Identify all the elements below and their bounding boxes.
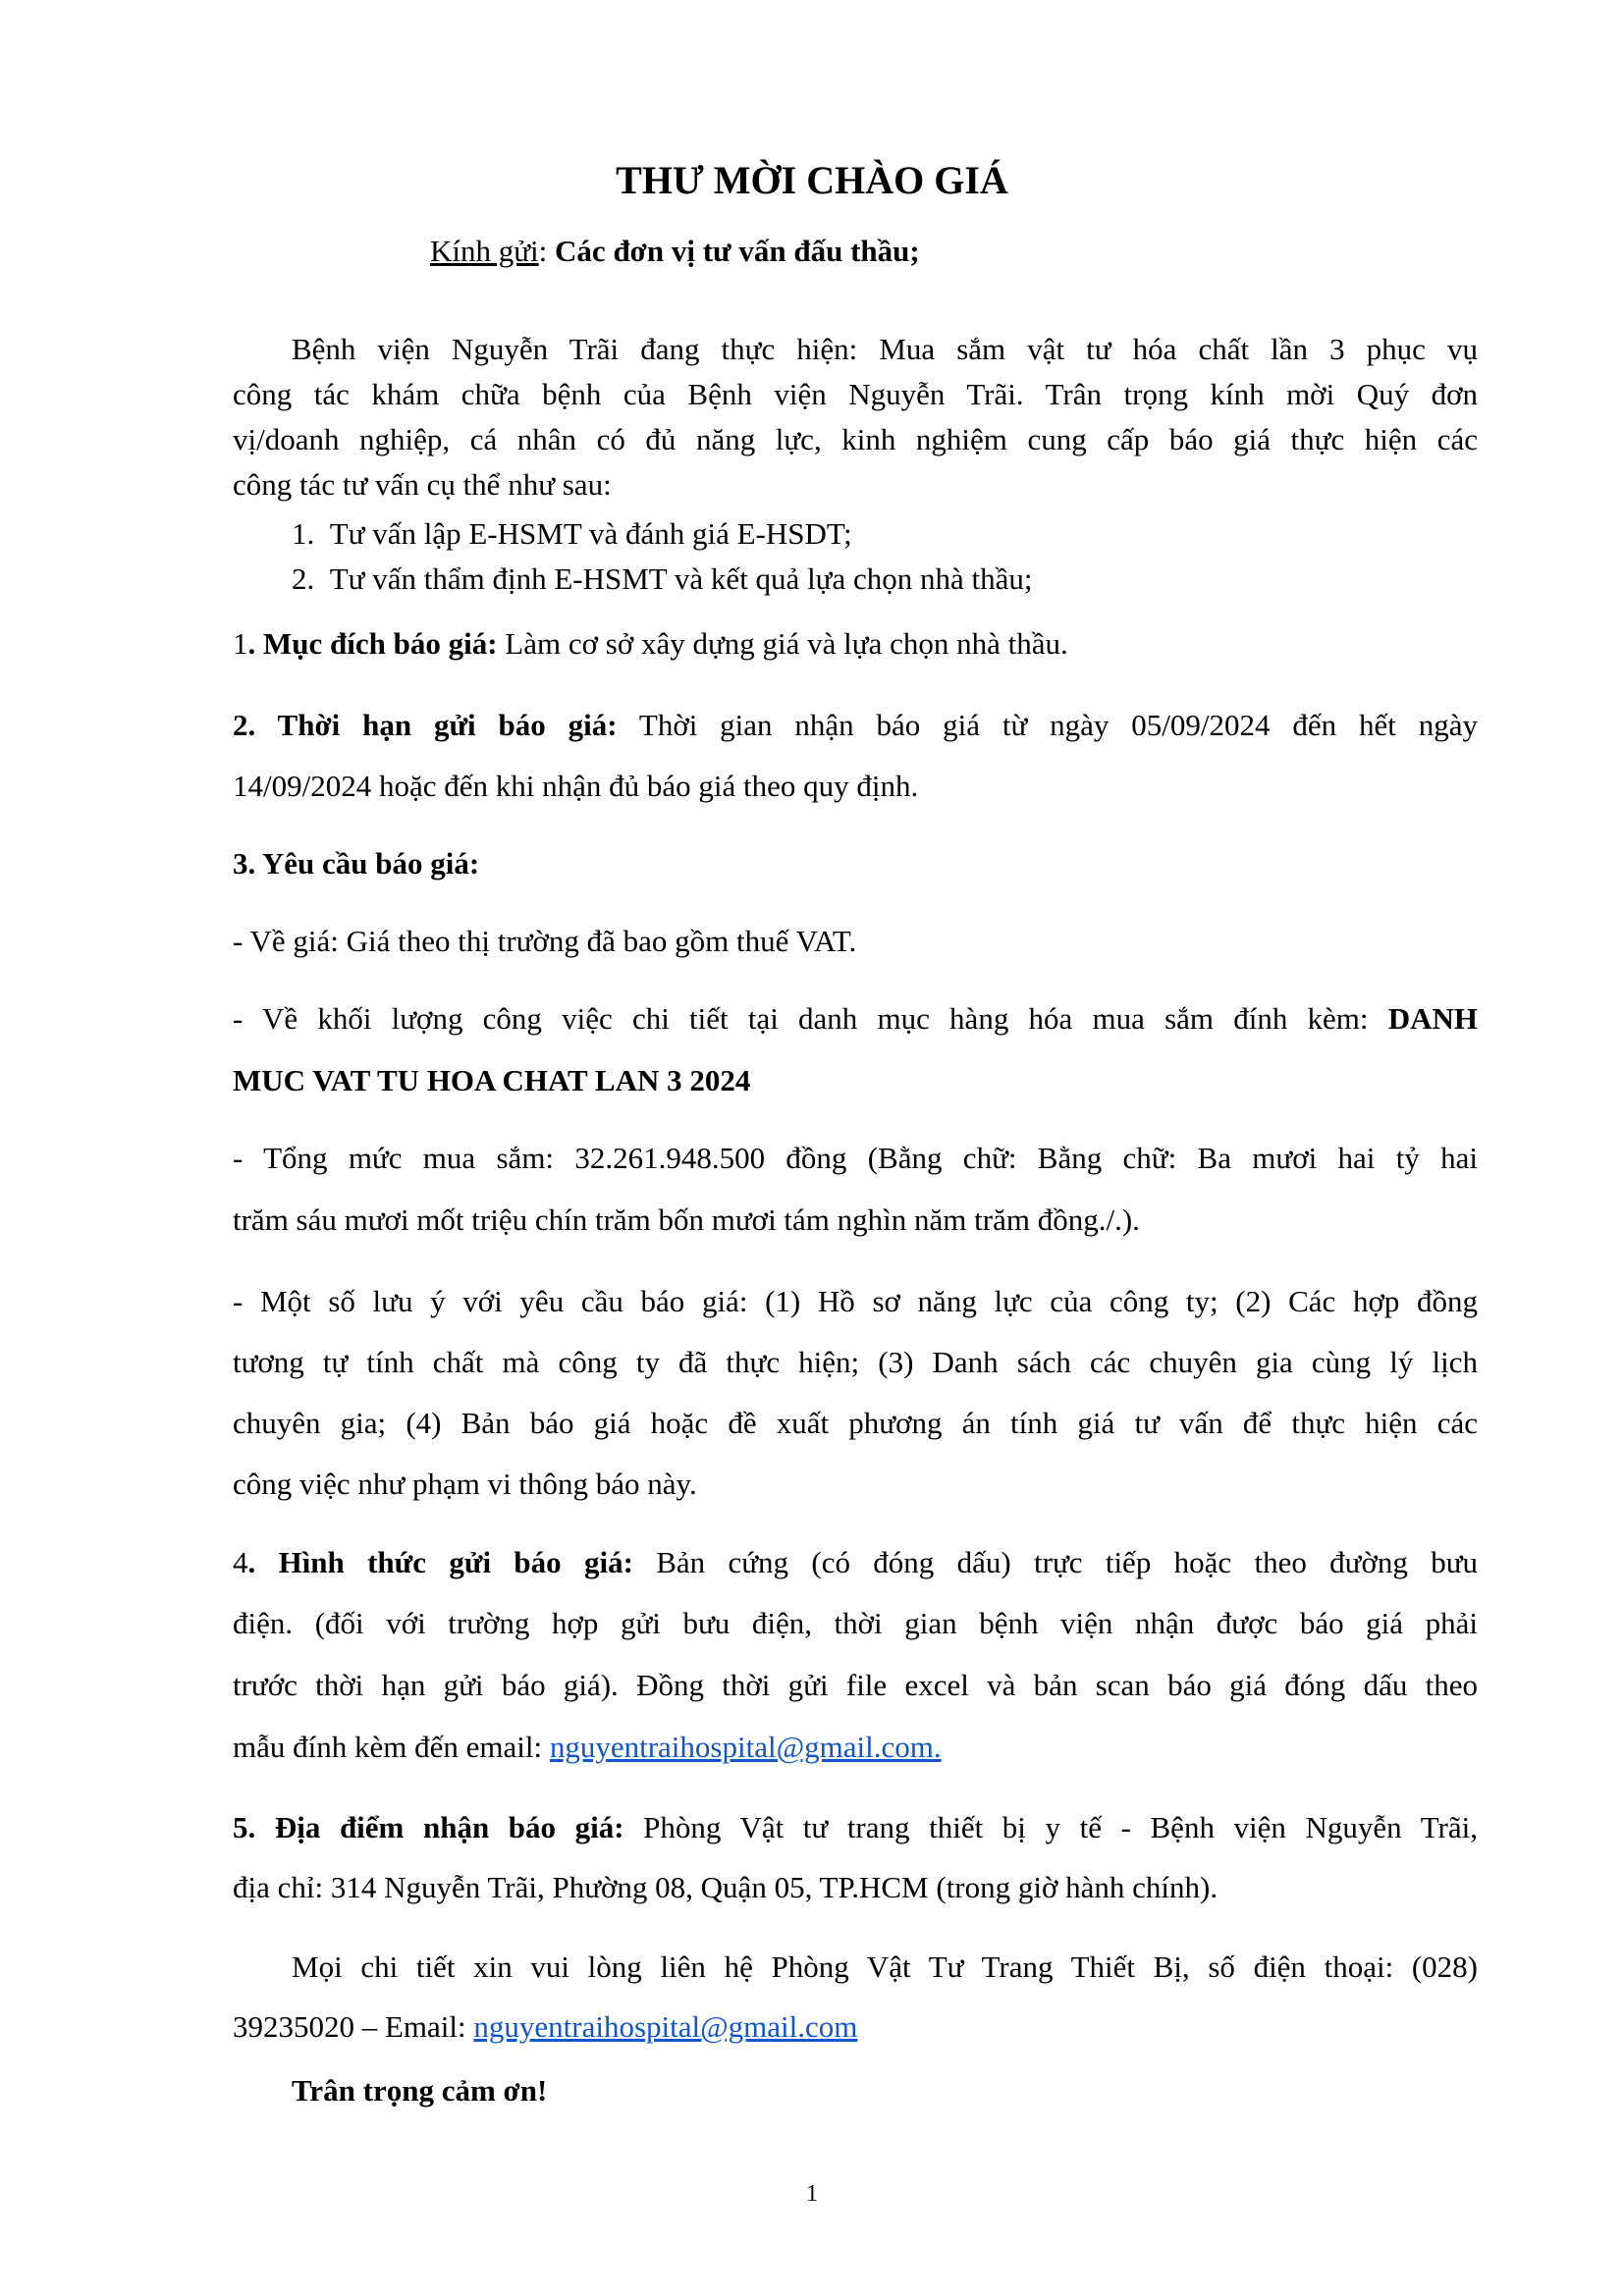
notes-line: - Một số lưu ý với yêu cầu báo giá: (1) Hồ sơ năng lực của công ty; (2) Các hợp đồng bbox=[233, 1284, 1478, 1318]
list-number: 1. bbox=[292, 516, 315, 551]
salutation-recipient: Các đơn vị tư vấn đấu thầu; bbox=[555, 234, 920, 268]
section-text: Phòng Vật tư trang thiết bị y tế - Bệnh viện Nguyễn Trãi, bbox=[623, 1810, 1478, 1844]
volume-text: - Về khối lượng công việc chi tiết tại danh mục hàng hóa mua sắm đính kèm: bbox=[233, 1001, 1388, 1036]
section-text: Thời gian nhận báo giá từ ngày 05/09/2024 đến hết ngày bbox=[617, 708, 1478, 742]
section-text: Làm cơ sở xây dựng giá và lựa chọn nhà thầu. bbox=[497, 626, 1068, 661]
intro-line: công tác tư vấn cụ thể như sau: bbox=[233, 467, 612, 502]
section-heading: . Hình thức gửi báo giá: bbox=[247, 1545, 633, 1579]
email-link[interactable]: nguyentraihospital@gmail.com bbox=[473, 2009, 858, 2044]
total-amount: - Tổng mức mua sắm: 32.261.948.500 đồng (Bằng chữ: Bằng chữ: Ba mươi hai tỷ hai bbox=[233, 1141, 1478, 1175]
contact-prefix: 39235020 – Email: bbox=[233, 2009, 474, 2044]
salutation bbox=[430, 232, 1624, 271]
contact-line: Mọi chi tiết xin vui lòng liên hệ Phòng Vật Tư Trang Thiết Bị, số điện thoại: (028) bbox=[292, 1949, 1478, 1984]
section-4-line bbox=[233, 1728, 1478, 1767]
total-amount-words: trăm sáu mươi mốt triệu chín trăm bốn mươi tám nghìn năm trăm đồng./.). bbox=[233, 1202, 1140, 1237]
salutation-label: Kính gửi bbox=[430, 234, 539, 268]
section-number: 4 bbox=[233, 1545, 248, 1579]
section-number: 1 bbox=[233, 626, 248, 661]
section-5-line bbox=[233, 1808, 1478, 1847]
section-text: Bản cứng (có đóng dấu) trực tiếp hoặc theo đường bưu bbox=[632, 1545, 1479, 1579]
list-number: 2. bbox=[292, 561, 315, 596]
email-link[interactable]: nguyentraihospital@gmail.com. bbox=[549, 1730, 942, 1764]
section-2-line: 14/09/2024 hoặc đến khi nhận đủ báo giá theo quy định. bbox=[233, 769, 919, 803]
section-5-line: địa chỉ: 314 Nguyễn Trãi, Phường 08, Quận 05, TP.HCM (trong giờ hành chính). bbox=[233, 1870, 1218, 1904]
list-text: Tư vấn lập E-HSMT và đánh giá E-HSDT; bbox=[329, 516, 852, 551]
volume-requirement bbox=[233, 999, 1478, 1039]
notes-line: tương tự tính chất mà công ty đã thực hiện; (3) Danh sách các chuyên gia cùng lý lịch bbox=[233, 1345, 1478, 1379]
section-heading: 3. Yêu cầu báo giá: bbox=[233, 846, 480, 881]
document-title: THƯ MỜI CHÀO GIÁ bbox=[616, 158, 1008, 202]
page-number: 1 bbox=[806, 2181, 818, 2207]
contact-line bbox=[233, 2007, 1478, 2047]
section-4-line: điện. (đối với trường hợp gửi bưu điện, thời gian bệnh viện nhận được báo giá phải bbox=[233, 1606, 1478, 1640]
section-1 bbox=[233, 624, 1478, 664]
list-text: Tư vấn thẩm định E-HSMT và kết quả lựa chọn nhà thầu; bbox=[329, 561, 1033, 596]
list-item bbox=[292, 560, 1537, 599]
notes-line: công việc như phạm vi thông báo này. bbox=[233, 1467, 697, 1501]
intro-line: công tác khám chữa bệnh của Bệnh viện Nguyễn Trãi. Trân trọng kính mời Quý đơn bbox=[233, 377, 1478, 411]
section-2-line bbox=[233, 706, 1478, 745]
email-prefix: mẫu đính kèm đến email: bbox=[233, 1730, 550, 1764]
section-heading: 5. Địa điểm nhận báo giá: bbox=[233, 1810, 624, 1844]
notes-line: chuyên gia; (4) Bản báo giá hoặc đề xuất phương án tính giá tư vấn để thực hiện các bbox=[233, 1406, 1478, 1440]
attachment-name: DANH bbox=[1387, 1001, 1478, 1036]
closing: Trân trọng cảm ơn! bbox=[292, 2073, 548, 2108]
section-4-line: trước thời hạn gửi báo giá). Đồng thời gửi file excel và bản scan báo giá đóng dấu theo bbox=[233, 1668, 1478, 1702]
section-heading: 2. Thời hạn gửi báo giá: bbox=[233, 708, 618, 742]
section-4-line bbox=[233, 1543, 1478, 1582]
intro-line: Bệnh viện Nguyễn Trãi đang thực hiện: Mua sắm vật tư hóa chất lần 3 phục vụ bbox=[292, 332, 1478, 366]
price-requirement: - Về giá: Giá theo thị trường đã bao gồm thuế VAT. bbox=[233, 924, 857, 958]
intro-line: vị/doanh nghiệp, cá nhân có đủ năng lực, kinh nghiệm cung cấp báo giá thực hiện các bbox=[233, 422, 1478, 456]
section-heading: . Mục đích báo giá: bbox=[247, 626, 498, 661]
attachment-name: MUC VAT TU HOA CHAT LAN 3 2024 bbox=[233, 1063, 751, 1097]
salutation-sep: : bbox=[538, 234, 556, 268]
list-item bbox=[292, 514, 1537, 554]
